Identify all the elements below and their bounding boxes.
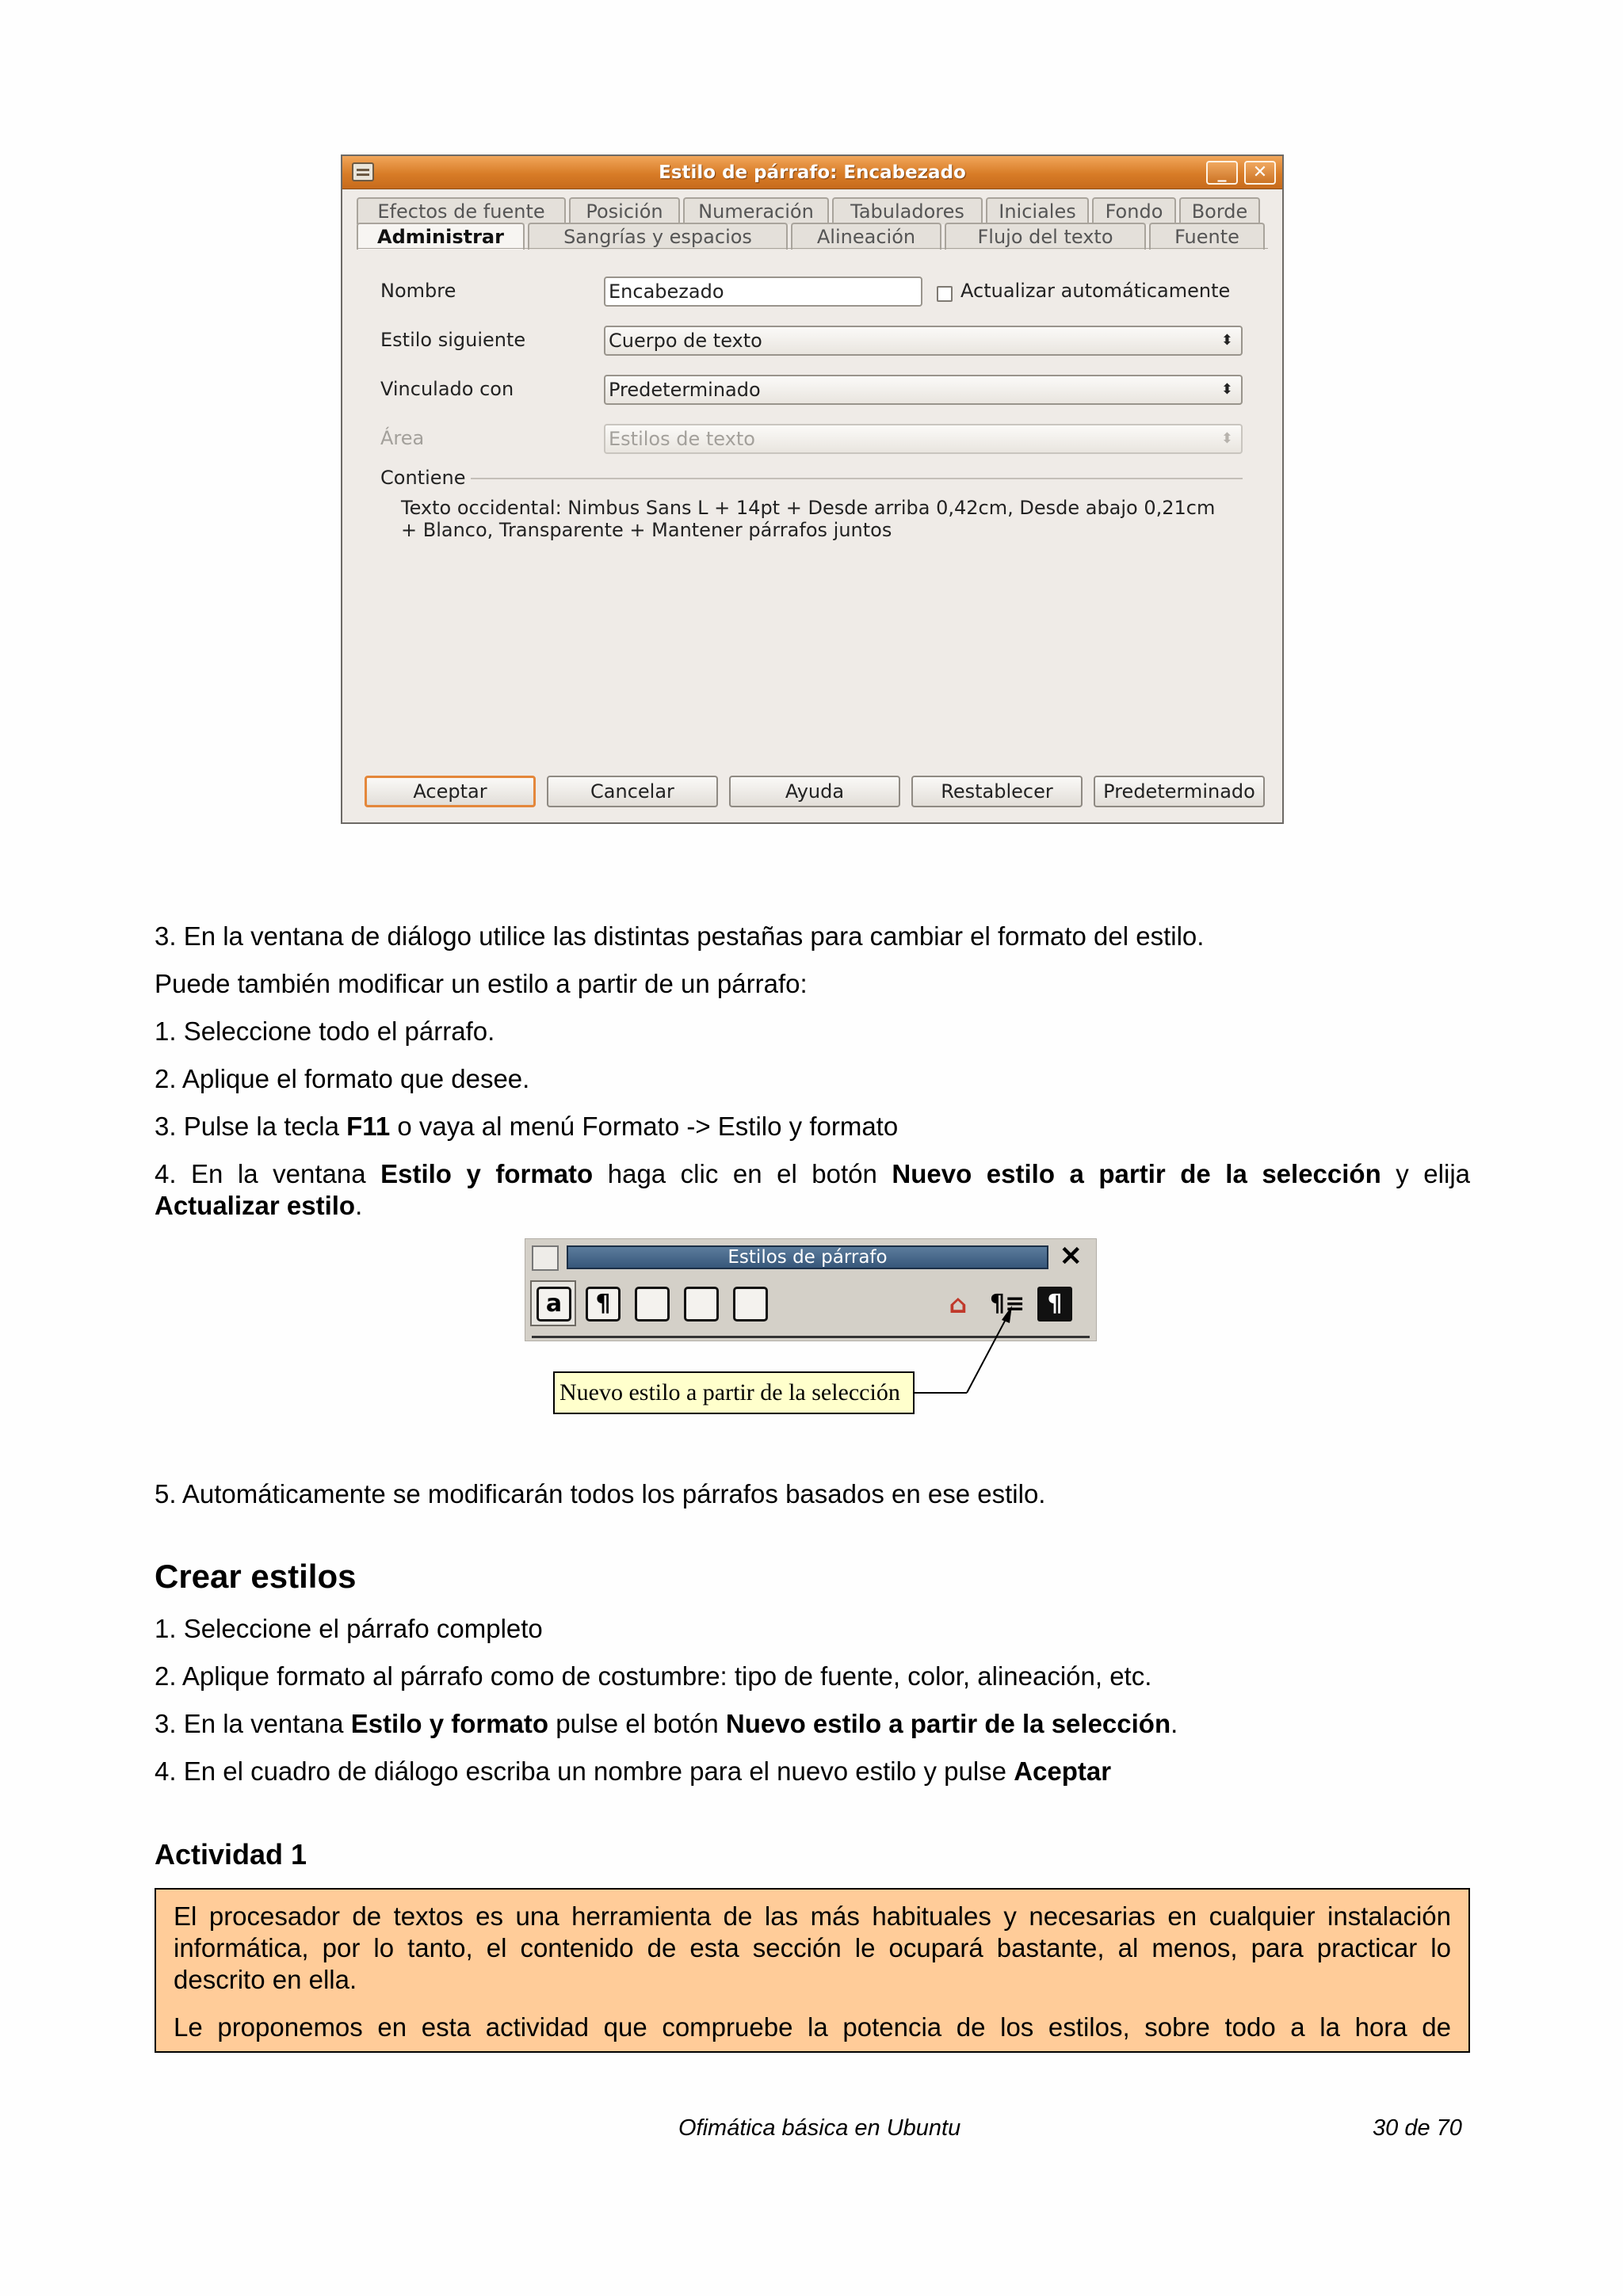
tab-fondo[interactable]: Fondo <box>1092 197 1176 224</box>
section-heading: Crear estilos <box>155 1558 357 1595</box>
text-run: o vaya al menú Formato -> Estilo y formato <box>390 1112 899 1141</box>
contains-label: Contiene <box>380 467 466 489</box>
list-item-4-line-1 <box>155 1158 1470 1190</box>
contains-separator <box>471 478 1243 479</box>
document-icon <box>532 1245 559 1271</box>
tab-fuente[interactable]: Fuente <box>1149 223 1265 250</box>
text-run: . <box>355 1191 363 1220</box>
paragraph-2: Puede también modificar un estilo a partir de un párrafo: <box>155 969 808 998</box>
tab-row-2 <box>357 223 1268 250</box>
text-run: haga clic en el botón <box>607 1159 892 1188</box>
activity-line-4: Le proponemos en esta actividad que compruebe la potencia de los estilos, sobre todo a la hora de <box>174 2012 1451 2042</box>
frame-styles-icon[interactable] <box>635 1287 670 1322</box>
tab-tabuladores[interactable]: Tabuladores <box>832 197 983 224</box>
crear-item-3 <box>155 1708 1178 1740</box>
text-run: pulse el botón <box>548 1709 726 1738</box>
spin-arrows-icon: ⬍ <box>1220 430 1233 447</box>
styles-panel-title: Estilos de párrafo <box>567 1245 1048 1269</box>
bold-run: Estilo y formato <box>350 1709 549 1738</box>
tab-row-1 <box>357 197 1263 224</box>
activity-line-2: informática, por lo tanto, el contenido de esta sección le ocupará bastante, al menos, para practicar lo <box>174 1933 1451 1962</box>
new-style-from-selection-icon[interactable]: ¶≡ <box>990 1290 1025 1318</box>
bold-run: Actualizar estilo <box>155 1191 356 1220</box>
activity-heading: Actividad 1 <box>155 1838 307 1871</box>
page-number: 30 de 70 <box>1373 2115 1462 2141</box>
name-field[interactable]: Encabezado <box>604 277 922 307</box>
crear-item-1: 1. Seleccione el párrafo completo <box>155 1614 543 1643</box>
list-styles-icon[interactable] <box>733 1287 768 1322</box>
area-value: Estilos de texto <box>609 428 755 450</box>
next-style-select[interactable] <box>604 326 1243 356</box>
text-run: 3. En la ventana <box>155 1709 351 1738</box>
list-item-2: 2. Aplique el formato que desee. <box>155 1064 530 1093</box>
minimize-button[interactable]: _ <box>1206 161 1238 185</box>
next-style-value: Cuerpo de texto <box>609 330 762 352</box>
tab-efectos-fuente[interactable]: Efectos de fuente <box>357 197 566 224</box>
list-item-1: 1. Seleccione todo el párrafo. <box>155 1016 495 1046</box>
tab-flujo-texto[interactable]: Flujo del texto <box>945 223 1146 250</box>
close-button[interactable]: ✕ <box>1244 161 1276 185</box>
fill-format-icon[interactable]: ⌂ <box>949 1289 968 1319</box>
crear-item-2: 2. Aplique formato al párrafo como de costumbre: tipo de fuente, color, alineación, etc. <box>155 1661 1152 1691</box>
autoupdate-checkbox[interactable] <box>937 286 953 302</box>
paragraph-styles-icon[interactable]: ¶ <box>586 1287 621 1322</box>
tab-administrar[interactable]: Administrar <box>357 223 525 250</box>
tab-iniciales[interactable]: Iniciales <box>986 197 1089 224</box>
paragraph-style-dialog <box>341 154 1284 824</box>
tab-sangrias[interactable]: Sangrías y espacios <box>528 223 788 250</box>
activity-line-3: descrito en ella. <box>174 1965 357 1994</box>
restablecer-button[interactable]: Restablecer <box>911 776 1083 807</box>
text-run: 4. En el cuadro de diálogo escriba un nombre para el nuevo estilo y pulse <box>155 1756 1014 1786</box>
tab-borde[interactable]: Borde <box>1179 197 1260 224</box>
spin-arrows-icon: ⬍ <box>1220 332 1233 349</box>
aceptar-button[interactable]: Aceptar <box>365 776 536 807</box>
paragraph-1: 3. En la ventana de diálogo utilice las distintas pestañas para cambiar el formato del estilo. <box>155 921 1205 951</box>
list-item-4-line-2 <box>155 1190 362 1222</box>
tab-posicion[interactable]: Posición <box>569 197 680 224</box>
activity-box <box>155 1888 1470 2053</box>
list-item-3 <box>155 1111 898 1142</box>
spin-arrows-icon: ⬍ <box>1220 381 1233 398</box>
footer-title: Ofimática básica en Ubuntu <box>678 2115 961 2141</box>
bold-run: Nuevo estilo a partir de la selección <box>725 1709 1171 1738</box>
area-label: Área <box>380 427 425 449</box>
text-run: 3. Pulse la tecla <box>155 1112 347 1141</box>
area-select <box>604 424 1243 454</box>
contains-line-1: Texto occidental: Nimbus Sans L + 14pt + Desde arriba 0,42cm, Desde abajo 0,21cm <box>401 497 1216 519</box>
tab-panel-border <box>357 248 1268 249</box>
character-styles-icon[interactable]: a <box>537 1287 571 1322</box>
text-run: y elija <box>1396 1159 1471 1188</box>
next-style-label: Estilo siguiente <box>380 329 526 351</box>
bold-run: Aceptar <box>1014 1756 1112 1786</box>
linked-value: Predeterminado <box>609 379 761 401</box>
predeterminado-button[interactable]: Predeterminado <box>1094 776 1265 807</box>
activity-line-1: El procesador de textos es una herramienta de las más habituales y necesarias en cualquier instalación <box>174 1901 1451 1931</box>
autoupdate-label: Actualizar automáticamente <box>960 280 1231 302</box>
crear-item-4 <box>155 1756 1111 1787</box>
dialog-titlebar <box>342 156 1282 189</box>
page-styles-icon[interactable] <box>684 1287 719 1322</box>
callout-arrow <box>911 1299 1022 1402</box>
cancelar-button[interactable]: Cancelar <box>547 776 718 807</box>
close-icon[interactable]: ✕ <box>1060 1241 1083 1272</box>
ayuda-button[interactable]: Ayuda <box>729 776 900 807</box>
tooltip: Nuevo estilo a partir de la selección <box>553 1371 915 1414</box>
paragraph-5: 5. Automáticamente se modificarán todos los párrafos basados en ese estilo. <box>155 1479 1046 1508</box>
tab-numeracion[interactable]: Numeración <box>683 197 829 224</box>
linked-label: Vinculado con <box>380 378 514 400</box>
contains-line-2: + Blanco, Transparente + Mantener párrafos juntos <box>401 519 892 541</box>
text-run: . <box>1170 1709 1178 1738</box>
bold-run: Estilo y formato <box>380 1159 594 1188</box>
update-style-icon[interactable]: ¶ <box>1037 1287 1072 1322</box>
text-run: 4. En la ventana <box>155 1159 381 1188</box>
linked-select[interactable] <box>604 375 1243 405</box>
key-name: F11 <box>346 1112 391 1141</box>
name-label: Nombre <box>380 280 456 302</box>
tab-alineacion[interactable]: Alineación <box>791 223 941 250</box>
dialog-title: Estilo de párrafo: Encabezado <box>659 162 966 183</box>
bold-run: Nuevo estilo a partir de la selección <box>892 1159 1381 1188</box>
